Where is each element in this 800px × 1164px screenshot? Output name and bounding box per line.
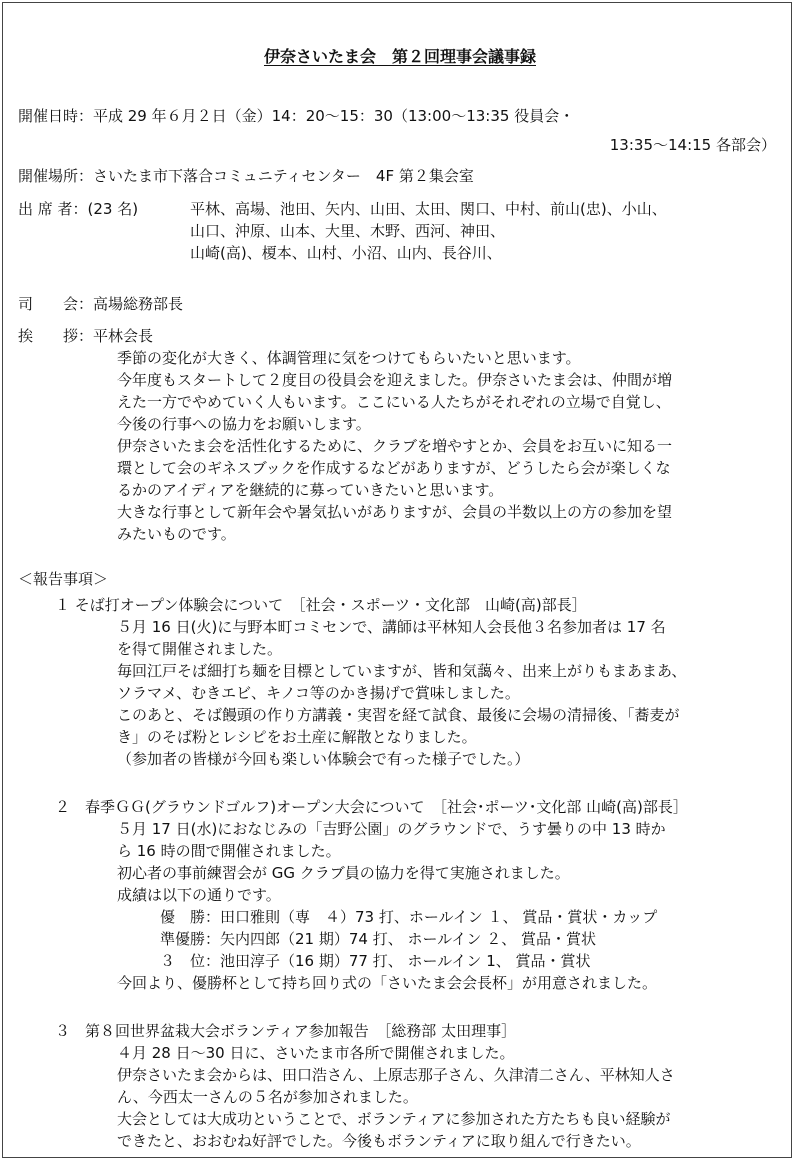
- report-line: き」のそば粉とレシピをお土産に解散となりました。: [117, 728, 477, 746]
- report-heading: ３ 第８回世界盆栽大会ボランティア参加報告 ［総務部 太田理事］: [55, 1022, 517, 1040]
- greeting-line: えた一方でやめていく人もいます。ここにいる人たちがそれぞれの立場で自覚し、: [117, 393, 671, 411]
- greeting-line: るかのアイディアを継続的に募っていきたいと思います。: [117, 481, 504, 499]
- greeting-line: 環として会のギネスブックを作成するなどがありますが、どうしたら会が楽しくな: [117, 459, 671, 477]
- greeting-line: 今年度もスタートして２度目の役員会を迎えました。伊奈さいたま会は、仲間が増: [117, 371, 673, 389]
- attendees-label: 出 席 者：(23 名): [18, 200, 139, 218]
- report-line: 毎回江戸そば細打ち麺を目標としていますが、皆和気藹々、出来上がりもまあまあ、: [117, 662, 687, 680]
- greeting-line: 今後の行事への協力をお願いします。: [117, 415, 371, 433]
- meeting-datetime: 開催日時：平成 29 年６月２日（金）14：20～15：30（13:00～13:35 役員会・: [18, 107, 575, 125]
- report-line: できたと、おおむね好評でした。今後もボランティアに取り組んで行きたい。: [117, 1132, 641, 1150]
- report-line: 成績は以下の通りです。: [117, 886, 281, 904]
- report-line: 伊奈さいたま会からは、田口浩さん、上原志那子さん、久津清二さん、平林知人さ: [117, 1066, 675, 1084]
- greeting-line: みたいものです。: [117, 525, 236, 543]
- attendees-line: 山口、沖原、山本、大里、木野、西河、神田、: [190, 222, 506, 240]
- report-line: を得て開催されました。: [117, 640, 283, 658]
- report-line: ソラマメ、むきエビ、キノコ等のかき揚げで賞味しました。: [117, 684, 520, 702]
- greeting-line: 季節の変化が大きく、体調管理に気をつけてもらいたいと思います。: [117, 349, 581, 367]
- meeting-place: 開催場所：さいたま市下落合コミュニティセンター 4F 第２集会室: [18, 167, 474, 185]
- report-line: 大会としては大成功ということで、ボランティアに参加された方たちも良い経験が: [117, 1110, 671, 1128]
- result-line: ３ 位：池田淳子（16 期）77 打、 ホールイン 1、 賞品・賞状: [160, 952, 591, 970]
- result-line: 準優勝：矢内四郎（21 期）74 打、 ホールイン ２、 賞品・賞状: [160, 930, 596, 948]
- report-line: （参加者の皆様が今回も楽しい体験会で有った様子でした。）: [117, 750, 530, 768]
- greeting-line: 伊奈さいたま会を活性化するために、クラブを増やすとか、会員をお互いに知る一: [117, 437, 673, 455]
- greeting-label: 挨 拶：平林会長: [18, 327, 154, 345]
- result-line: 優 勝：田口雅則（専 ４）73 打、ホールイン １、 賞品・賞状・カップ: [160, 908, 658, 926]
- report-heading: １ そば打オープン体験会について ［社会・スポーツ・文化部 山崎(高)部長］: [55, 596, 587, 614]
- report-line: ５月 17 日(水)におなじみの「吉野公園」のグラウンドで、うす曇りの中 13 時か: [117, 820, 666, 838]
- reports-heading: ＜報告事項＞: [18, 570, 109, 588]
- report-heading: ２ 春季ＧＧ(グラウンドゴルフ)オープン大会について ［社会･ポーツ･文化部 山崎(高)部長］: [55, 798, 688, 816]
- report-line: このあと、そば饅頭の作り方講義・実習を経て試食、最後に会場の清掃後、「蕎麦が: [117, 706, 680, 724]
- greeting-line: 大きな行事として新年会や暑気払いがありますが、会員の半数以上の方の参加を望: [117, 503, 673, 521]
- document-title: 伊奈さいたま会 第２回理事会議事録: [263, 47, 536, 66]
- meeting-datetime-cont: 13:35～14:15 各部会）: [609, 136, 776, 154]
- report-line: ら 16 時の間で開催されました。: [117, 842, 341, 860]
- report-line: ん、今西太一さんの５名が参加されました。: [117, 1088, 418, 1106]
- report-line: 初心者の事前練習会が GG クラブ員の協力を得て実施されました。: [117, 864, 570, 882]
- report-footer: 今回より、優勝杯として持ち回り式の「さいたま会会長杯」が用意されました。: [117, 974, 658, 992]
- attendees-line: 平林、高場、池田、矢内、山田、太田、関口、中村、前山(忠)、小山、: [190, 200, 667, 218]
- chair-line: 司 会：高場総務部長: [18, 295, 184, 313]
- attendees-line: 山崎(高)、榎本、山村、小沼、山内、長谷川、: [190, 244, 502, 262]
- report-line: ５月 16 日(火)に与野本町コミセンで、講師は平林知人会長他３名参加者は 17 名: [117, 618, 666, 636]
- report-line: ４月 28 日～30 日に、さいたま市各所で開催されました。: [117, 1044, 515, 1062]
